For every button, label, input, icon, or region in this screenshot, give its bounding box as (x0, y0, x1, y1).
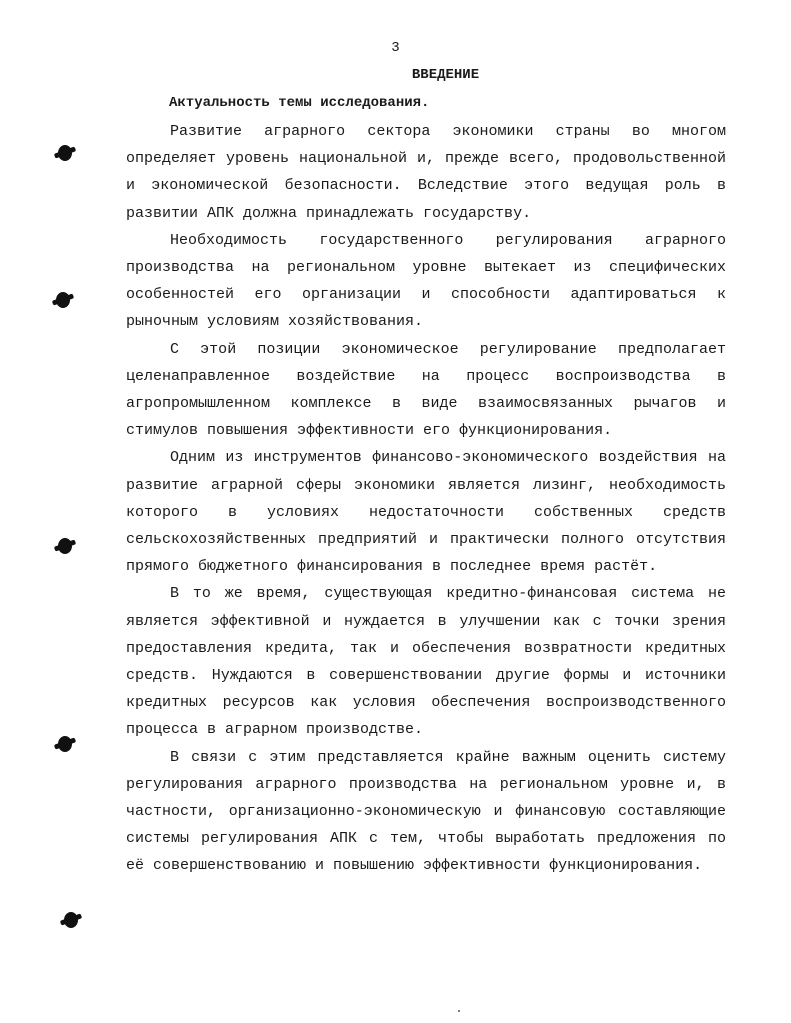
paragraph-1: Развитие аграрного сектора экономики страны во многом определяет уровень национальной и, прежде всего, продовольственной и экономической безопасности. Вследствие этого ведущая роль в развитии АПК должна принадлежать государству. (126, 123, 726, 222)
paragraph-4: Одним из инструментов финансово-экономического воздействия на развитие аграрной сферы экономики является лизинг, необходимость которого в условиях недостаточности собственных средств сельскохозяйственных предприятий и практически полного отсутствия прямого бюджетного финансирования в последнее время растёт. (126, 449, 726, 576)
scan-speck (458, 1010, 460, 1012)
paragraph-5: В то же время, существующая кредитно-финансовая система не является эффективной и нуждается в улучшении как с точки зрения предоставления кредита, так и обеспечения возвратности кредитных средств. Нуждаются в совершенствовании другие формы и источники кредитных ресурсов как условия обеспечения воспроизводственного процесса в аграрном производстве. (126, 585, 726, 739)
body-text (126, 118, 726, 880)
punch-hole-mark (56, 292, 70, 308)
paragraph-3: С этой позиции экономическое регулирование предполагает целенаправленное воздействие на процесс воспроизводства в агропромышленном комплексе в виде взаимосвязанных рычагов и стимулов повышения эффективности его функционирования. (126, 340, 726, 440)
punch-hole-mark (58, 145, 72, 161)
paragraph-6: В связи с этим представляется крайне важным оценить систему регулирования аграрного производства на региональном уровне и, в частности, организационно-экономическую и финансовую составляющие системы регулирования АПК с тем, чтобы выработать предложения по её совершенствованию и повышению эффективности функционирования. (126, 748, 726, 875)
page-number: 3 (391, 40, 400, 56)
paragraph-2: Необходимость государственного регулирования аграрного производства на региональном уровне вытекает из специфических особенностей его организации и способности адаптироваться к рыночным условиям хозяйствования. (126, 231, 726, 331)
punch-hole-mark (58, 736, 72, 752)
subsection-heading: Актуальность темы исследования. (169, 95, 430, 111)
punch-hole-mark (64, 912, 78, 928)
section-heading: ВВЕДЕНИЕ (411, 67, 480, 83)
punch-hole-mark (58, 538, 72, 554)
